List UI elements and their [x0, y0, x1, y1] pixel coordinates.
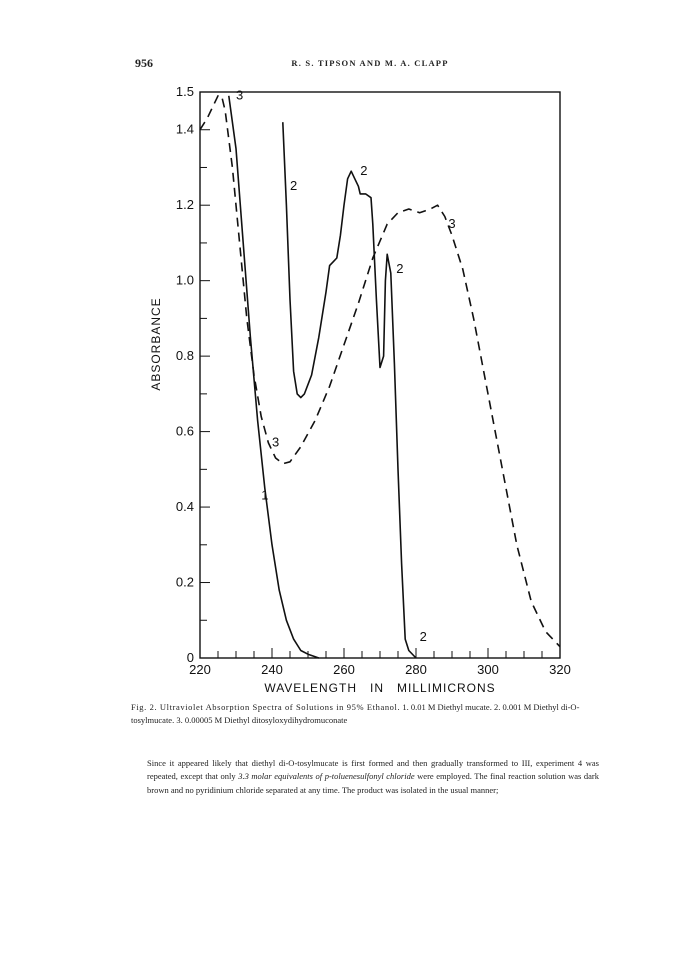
curve-label: 3 [236, 87, 244, 103]
y-tick-label: 1.4 [175, 121, 194, 137]
y-tick-label: 1.0 [175, 272, 194, 288]
figure-label: Fig. 2. Ultraviolet Absorption Spectra of Solutions in 95% Ethanol. [131, 702, 401, 712]
curve-label: 2 [290, 178, 298, 194]
paragraph-emphasis: 3.3 molar equivalents of p-toluenesulfonyl chloride [238, 771, 415, 782]
series-1-line [229, 96, 319, 658]
body-text [131, 757, 599, 797]
x-tick-label: 260 [333, 662, 355, 677]
curve-label: 3 [448, 215, 456, 231]
paragraph-text-end: were employed. The final reaction solution was dark brown and no pyridinium chloride separated at any time. The product was isolated in the usual manner; [147, 771, 599, 795]
x-tick-label: 240 [261, 662, 283, 677]
paragraph [131, 757, 599, 797]
y-tick-label: 1.2 [175, 197, 194, 213]
page-number: 956 [135, 56, 153, 70]
chart-annotations [236, 88, 456, 644]
y-tick-label: 0.6 [175, 423, 194, 439]
y-tick-label: 0 [186, 650, 194, 665]
curve-label: 2 [396, 261, 404, 277]
running-head: R. S. TIPSON AND M. A. CLAPP [291, 58, 449, 68]
curve-label: 1 [261, 487, 269, 503]
curve-label: 2 [419, 629, 427, 645]
paragraph-text: Since it appeared likely that diethyl di-O-tosylmucate is first formed and then gradually transformed to III, experiment 4 was repeated, except that only [147, 758, 599, 782]
y-tick-label: 1.5 [175, 84, 194, 99]
chart-axes [176, 84, 571, 677]
figure-caption-text: 1. 0.01 M Diethyl mucate. 2. 0.001 M Diethyl di-O-tosylmucate. 3. 0.00005 M Diethyl ditosyloxydihydromuconate [131, 702, 580, 725]
series-2-line [283, 122, 416, 658]
y-tick-label: 0.2 [175, 574, 194, 590]
y-tick-label: 0.4 [175, 499, 194, 515]
chart-series [200, 96, 560, 658]
curve-label: 2 [360, 163, 368, 179]
curve-label: 3 [272, 434, 280, 450]
x-tick-label: 280 [405, 662, 427, 677]
x-tick-label: 220 [189, 662, 211, 677]
y-tick-label: 0.8 [175, 348, 194, 364]
series-3-line [200, 96, 560, 647]
x-tick-label: 300 [477, 662, 499, 677]
y-axis-label: ABSORBANCE [149, 297, 163, 391]
figure-caption [131, 701, 597, 727]
x-axis-label: WAVELENGTH IN MILLIMICRONS [264, 681, 496, 692]
absorbance-chart [140, 80, 580, 692]
x-tick-label: 320 [549, 662, 571, 677]
